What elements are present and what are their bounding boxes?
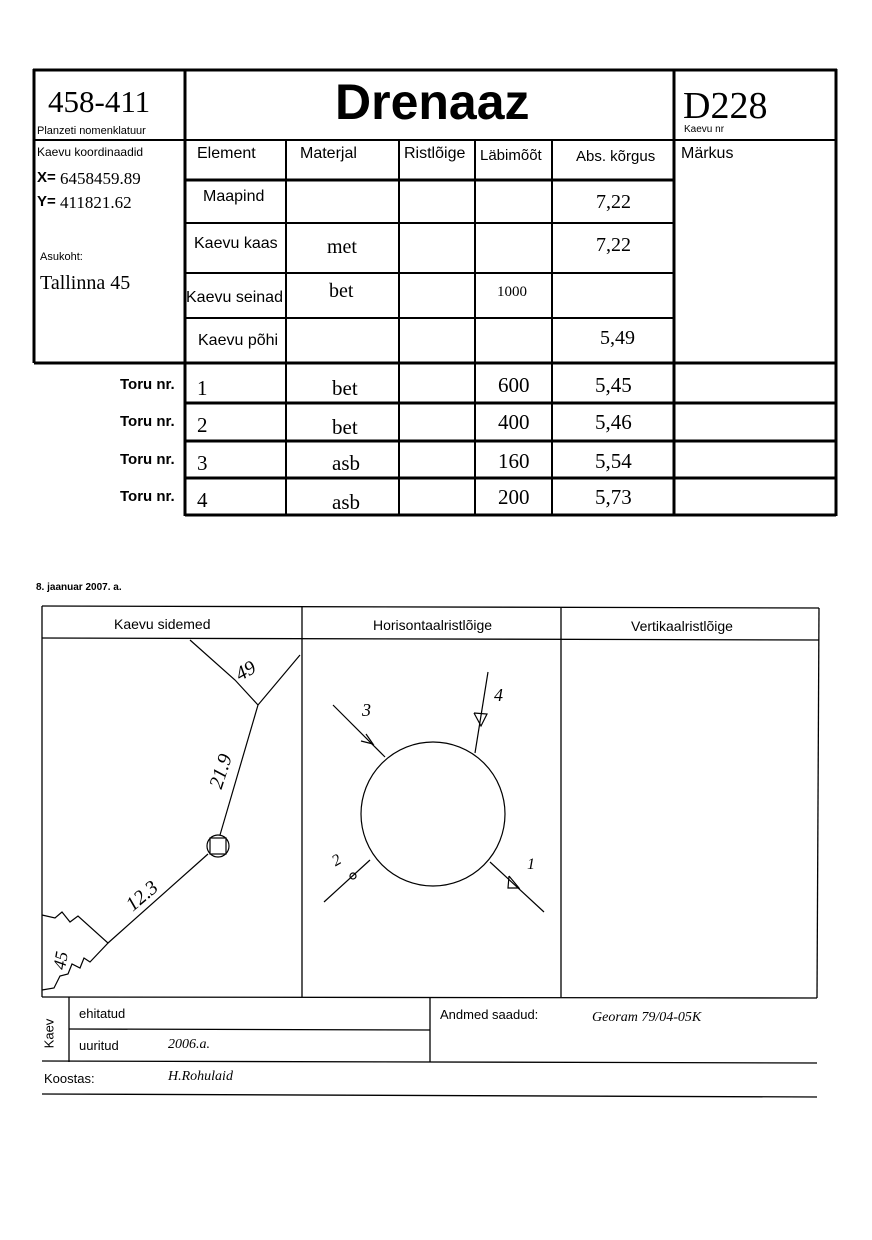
panel-title-vertical: Vertikaalristlõige: [631, 618, 733, 634]
document-date: 8. jaanuar 2007. a.: [36, 582, 122, 593]
ties-sketch: [42, 640, 300, 990]
surveyed-value: 2006.a.: [168, 1037, 210, 1052]
col-header-element: Element: [197, 145, 256, 162]
pipe-mark: 4: [494, 685, 503, 705]
tie-measure: 21.9: [205, 751, 237, 792]
pipe-material: bet: [332, 376, 358, 400]
element-name: Kaevu kaas: [194, 235, 278, 252]
pipe-nr: 1: [197, 376, 208, 400]
element-name: Maapind: [203, 188, 265, 205]
data-source-value: Georam 79/04-05K: [592, 1010, 702, 1025]
pipe-abs-height: 5,46: [595, 410, 632, 434]
pipe-diameter: 200: [498, 485, 530, 509]
element-abs-height: 7,22: [596, 191, 631, 213]
pipe-abs-height: 5,73: [595, 485, 632, 509]
horizontal-section-sketch: [324, 672, 544, 912]
author-value: H.Rohulaid: [168, 1069, 233, 1084]
location-label: Asukoht:: [40, 251, 83, 263]
pipe-diameter: 600: [498, 373, 530, 397]
col-header-diameter: Läbimõõt: [480, 147, 542, 164]
col-header-cross-section: Ristlõige: [404, 145, 466, 162]
pipe-mark: 1: [527, 856, 535, 873]
data-source-label: Andmed saadud:: [440, 1007, 539, 1022]
pipe-nr: 4: [197, 488, 208, 512]
pipe-diameter: 400: [498, 410, 530, 434]
footer-side-label: Kaev: [41, 1018, 57, 1049]
element-diameter: 1000: [497, 284, 527, 300]
pipe-label: Toru nr.: [120, 451, 175, 468]
sketch-frame: [0, 590, 872, 1110]
built-label: ehitatud: [79, 1006, 126, 1021]
col-header-abs-height: Abs. kõrgus: [576, 148, 656, 165]
location-value: Tallinna 45: [40, 272, 131, 294]
tie-measure: 45: [49, 949, 72, 972]
well-id: D228: [683, 85, 768, 127]
y-label: Y=: [37, 193, 56, 210]
sheet-number: 458-411: [48, 84, 151, 119]
element-abs-height: 7,22: [596, 234, 631, 256]
pipe-material: asb: [332, 490, 360, 514]
tie-measure: 49: [231, 656, 260, 686]
panel-title-ties: Kaevu sidemed: [114, 616, 211, 632]
pipe-material: bet: [332, 415, 358, 439]
author-label: Koostas:: [44, 1071, 95, 1086]
y-value: 411821.62: [60, 193, 132, 212]
x-label: X=: [37, 169, 56, 186]
tie-measure: 12.3: [121, 876, 163, 916]
col-header-notes: Märkus: [681, 145, 734, 162]
pipe-diameter: 160: [498, 449, 530, 473]
page-title: Drenaaz: [335, 74, 530, 130]
pipe-material: asb: [332, 451, 360, 475]
col-header-material: Materjal: [300, 145, 357, 162]
x-value: 6458459.89: [60, 169, 141, 188]
well-id-label: Kaevu nr: [684, 124, 725, 135]
pipe-nr: 3: [197, 451, 208, 475]
sheet-label: Planzeti nomenklatuur: [37, 125, 146, 137]
pipe-mark: 3: [362, 700, 371, 720]
element-material: met: [327, 236, 357, 258]
element-abs-height: 5,49: [600, 327, 635, 349]
element-name: Kaevu põhi: [198, 332, 279, 349]
pipe-abs-height: 5,45: [595, 373, 632, 397]
element-name: Kaevu seinad: [186, 289, 283, 306]
pipe-label: Toru nr.: [120, 413, 175, 430]
coords-label: Kaevu koordinaadid: [37, 145, 144, 159]
pipe-label: Toru nr.: [120, 488, 175, 505]
pipe-abs-height: 5,54: [595, 449, 632, 473]
pipe-label: Toru nr.: [120, 376, 175, 393]
element-material: bet: [329, 280, 354, 302]
surveyed-label: uuritud: [79, 1038, 119, 1053]
pipe-nr: 2: [197, 413, 208, 437]
panel-title-horizontal: Horisontaalristlõige: [373, 617, 493, 633]
pipe-mark: 2: [329, 851, 345, 870]
